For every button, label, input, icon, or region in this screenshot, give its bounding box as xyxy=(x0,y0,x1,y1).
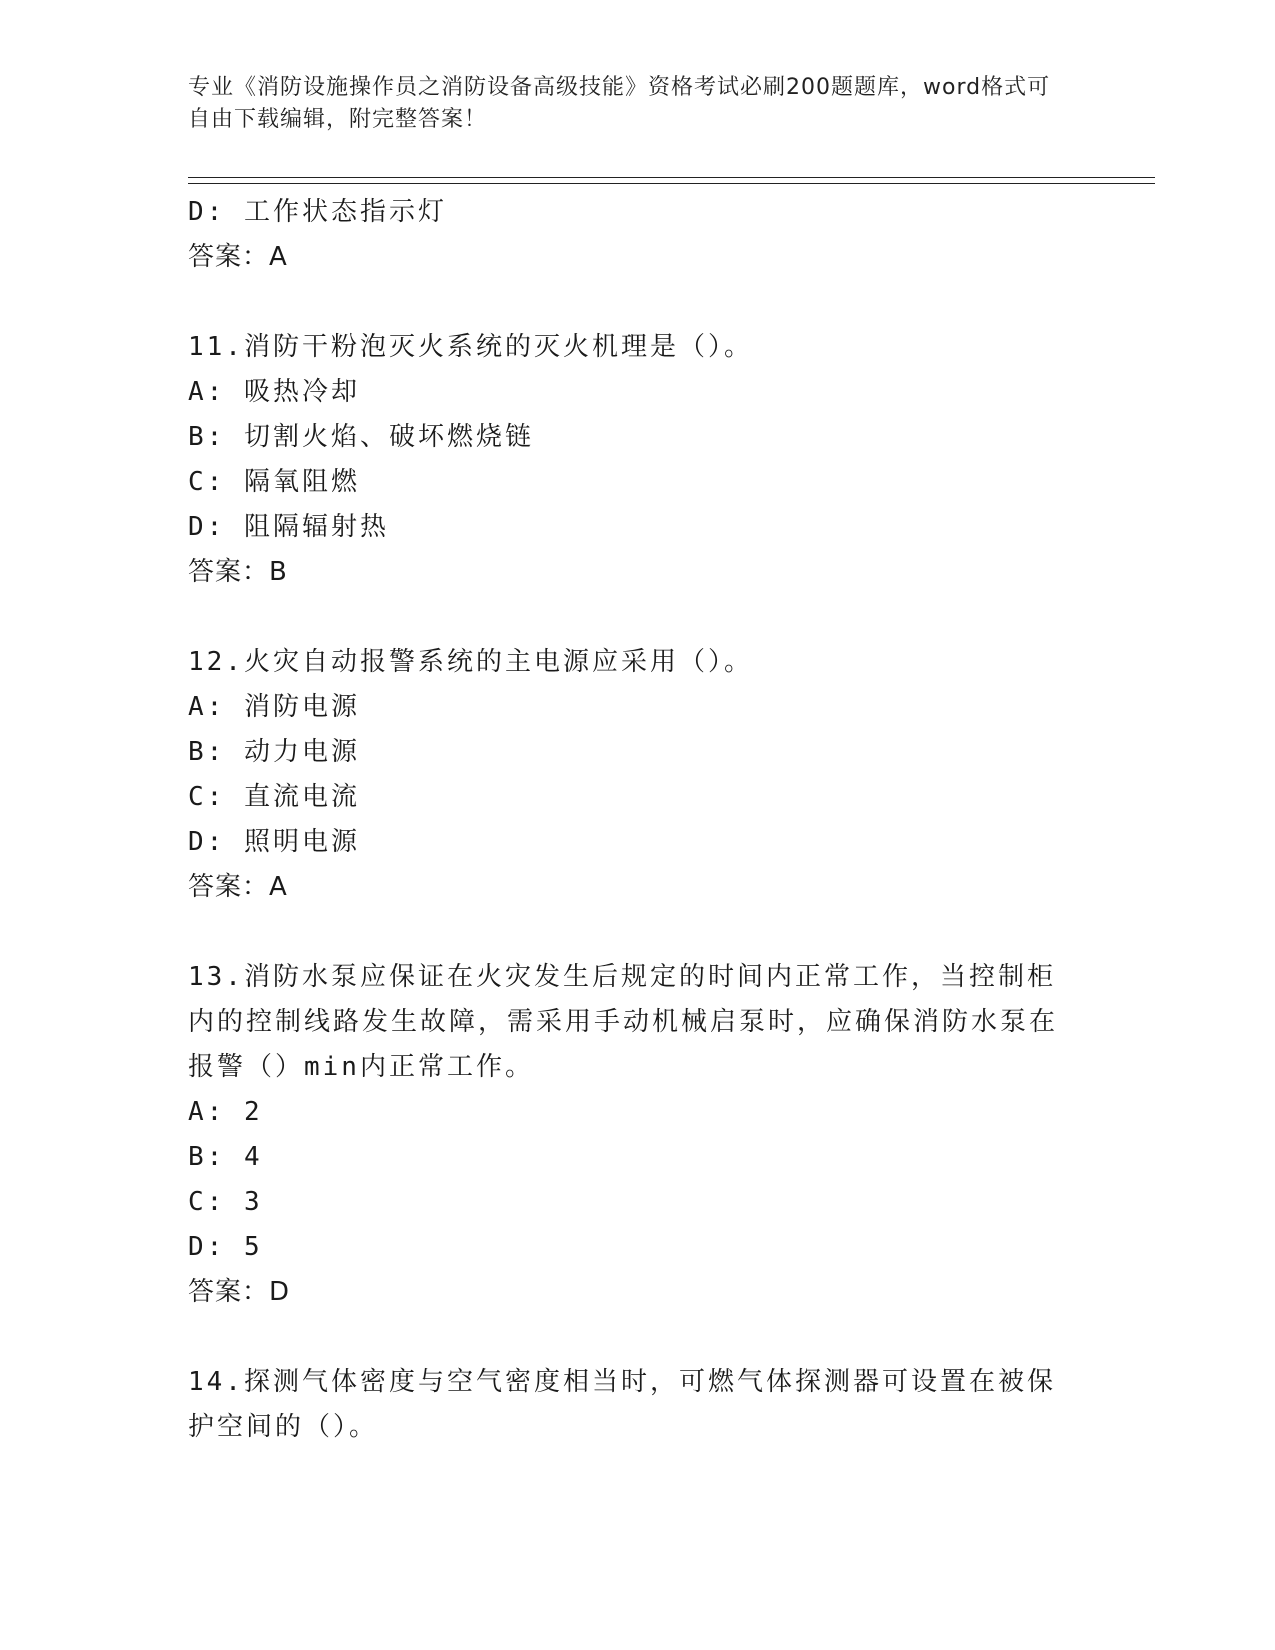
option-b: B: 切割火焰、破坏燃烧链 xyxy=(188,422,534,452)
question-stem: 11.消防干粉泡灭火系统的灭火机理是（）。 xyxy=(188,332,753,362)
question-stem: 13.消防水泵应保证在火灾发生后规定的时间内正常工作，当控制柜内的控制线路发生故障，需采用手动机械启泵时，应确保消防水泵在报警（）min内正常工作。 xyxy=(188,962,1059,1082)
option-a: A: 2 xyxy=(188,1097,263,1127)
option-c: C: 隔氧阻燃 xyxy=(188,467,360,497)
answer-line: 答案：A xyxy=(188,872,288,902)
document-header: 专业《消防设施操作员之消防设备高级技能》资格考试必刷200题题库，word格式可自由下载编辑，附完整答案！ xyxy=(188,75,1051,132)
option-a: A: 吸热冷却 xyxy=(188,377,360,407)
question-list xyxy=(188,190,1088,1450)
option-a: A: 消防电源 xyxy=(188,692,360,722)
answer-line: 答案：B xyxy=(188,557,288,587)
option-d: D: 5 xyxy=(188,1232,263,1262)
answer-line: 答案：D xyxy=(188,1277,291,1307)
header-divider-top xyxy=(188,177,1155,178)
option-d: D: 照明电源 xyxy=(188,827,360,857)
answer-line: 答案：A xyxy=(188,242,288,272)
option-c: C: 3 xyxy=(188,1187,263,1217)
option-d: D: 工作状态指示灯 xyxy=(188,197,447,227)
question-stem: 14.探测气体密度与空气密度相当时，可燃气体探测器可设置在被保护空间的（）。 xyxy=(188,1367,1056,1442)
option-d: D: 阻隔辐射热 xyxy=(188,512,389,542)
option-c: C: 直流电流 xyxy=(188,782,360,812)
option-b: B: 4 xyxy=(188,1142,263,1172)
header-divider-bottom xyxy=(188,183,1155,184)
option-b: B: 动力电源 xyxy=(188,737,360,767)
question-stem: 12.火灾自动报警系统的主电源应采用（）。 xyxy=(188,647,753,677)
